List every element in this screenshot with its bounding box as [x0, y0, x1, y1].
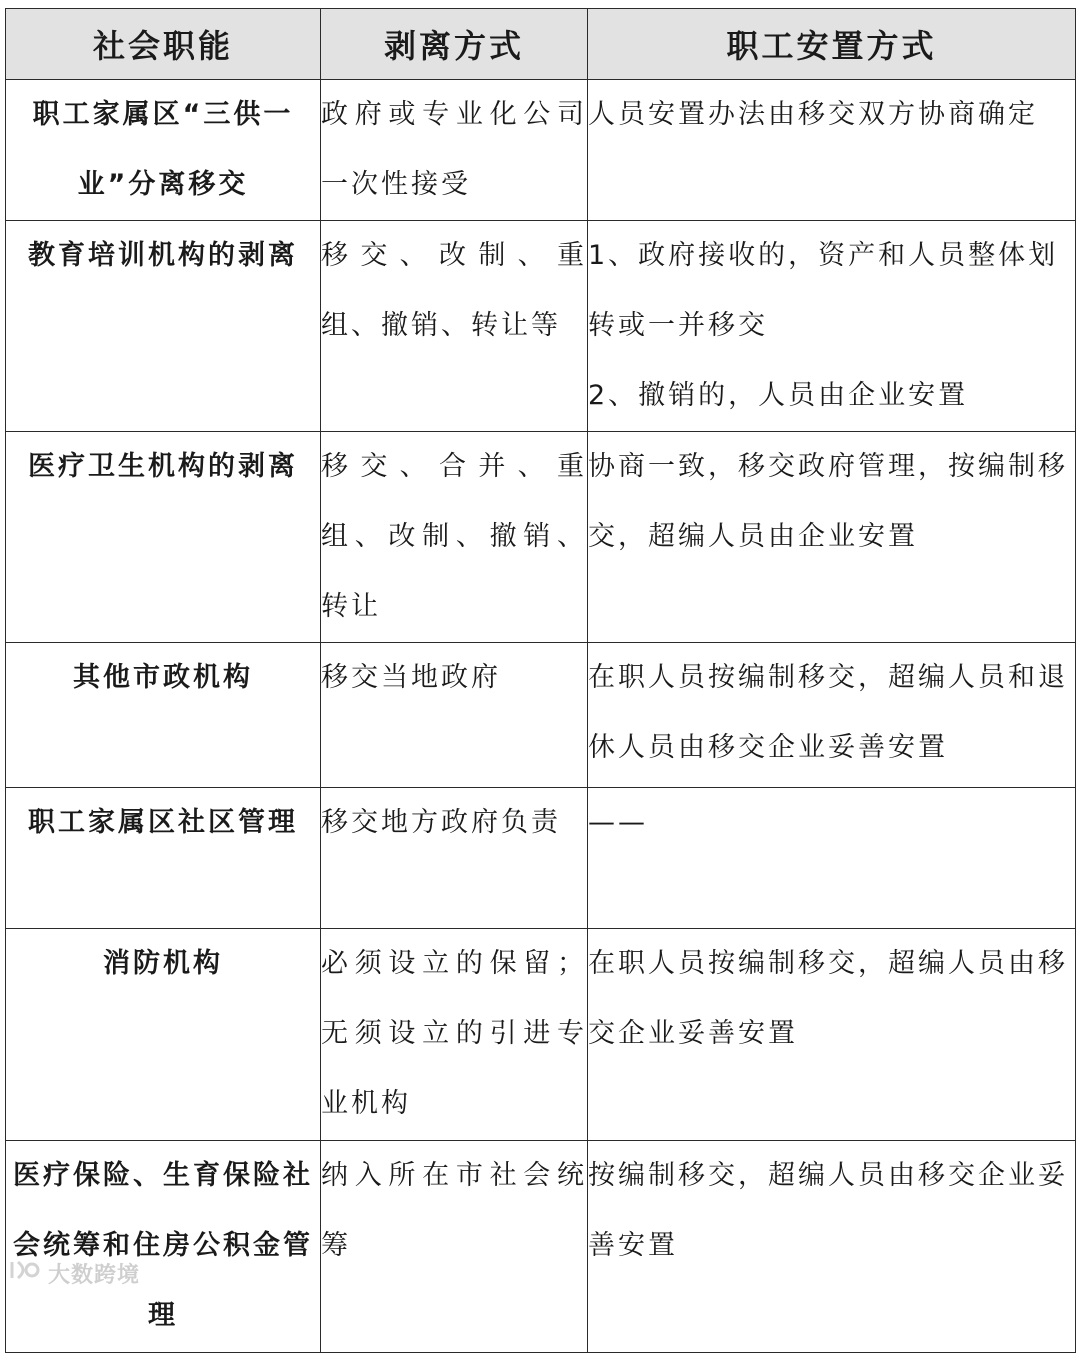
header-row	[6, 9, 1076, 80]
placement-line: 协商一致，移交政府管理，按编制移交，超编人员由企业安置	[588, 451, 1068, 552]
cell-method: 必须设立的保留；无须设立的引进专业机构	[321, 929, 588, 1141]
header-social-function: 社会职能	[6, 9, 321, 80]
cell-placement	[588, 80, 1076, 221]
cell-method: 纳入所在市社会统筹	[321, 1141, 588, 1353]
cell-function: 职工家属区“三供一业”分离移交	[6, 80, 321, 221]
cell-placement	[588, 643, 1076, 788]
header-staff-placement: 职工安置方式	[588, 9, 1076, 80]
placement-line: 按编制移交，超编人员由移交企业妥善安置	[588, 1160, 1068, 1261]
cell-function: 消防机构	[6, 929, 321, 1141]
cell-method: 移交、合并、重组、改制、撤销、转让	[321, 432, 588, 643]
watermark	[8, 1258, 140, 1289]
placement-line: ——	[588, 807, 648, 838]
cell-function: 教育培训机构的剥离	[6, 221, 321, 432]
placement-line: 人员安置办法由移交双方协商确定	[588, 99, 1038, 130]
table-row	[6, 1141, 1076, 1353]
header-separation-method: 剥离方式	[321, 9, 588, 80]
placement-line: 在职人员按编制移交，超编人员和退休人员由移交企业妥善安置	[588, 662, 1068, 763]
placement-line: 2、撤销的，人员由企业安置	[588, 380, 969, 411]
table-row	[6, 788, 1076, 929]
cell-function: 医疗卫生机构的剥离	[6, 432, 321, 643]
cell-placement	[588, 432, 1076, 643]
cell-placement	[588, 221, 1076, 432]
cell-method: 政府或专业化公司一次性接受	[321, 80, 588, 221]
placement-line: 在职人员按编制移交，超编人员由移交企业妥善安置	[588, 948, 1068, 1049]
cell-method: 移交地方政府负责	[321, 788, 588, 929]
cell-placement	[588, 788, 1076, 929]
table-row	[6, 80, 1076, 221]
cell-function: 职工家属区社区管理	[6, 788, 321, 929]
cell-placement	[588, 929, 1076, 1141]
cell-method: 移交当地政府	[321, 643, 588, 788]
watermark-logo-icon	[8, 1258, 48, 1288]
placement-line: 1、政府接收的，资产和人员整体划转或一并移交	[588, 240, 1059, 341]
cell-function: 医疗保险、生育保险社会统筹和住房公积金管理	[6, 1141, 321, 1353]
policy-table	[5, 8, 1076, 1353]
cell-placement	[588, 1141, 1076, 1353]
cell-function: 其他市政机构	[6, 643, 321, 788]
watermark-text: 大数跨境	[48, 1263, 141, 1288]
table-row	[6, 643, 1076, 788]
cell-method: 移交、改制、重组、撤销、转让等	[321, 221, 588, 432]
table-row	[6, 432, 1076, 643]
table-row	[6, 929, 1076, 1141]
table-row	[6, 221, 1076, 432]
